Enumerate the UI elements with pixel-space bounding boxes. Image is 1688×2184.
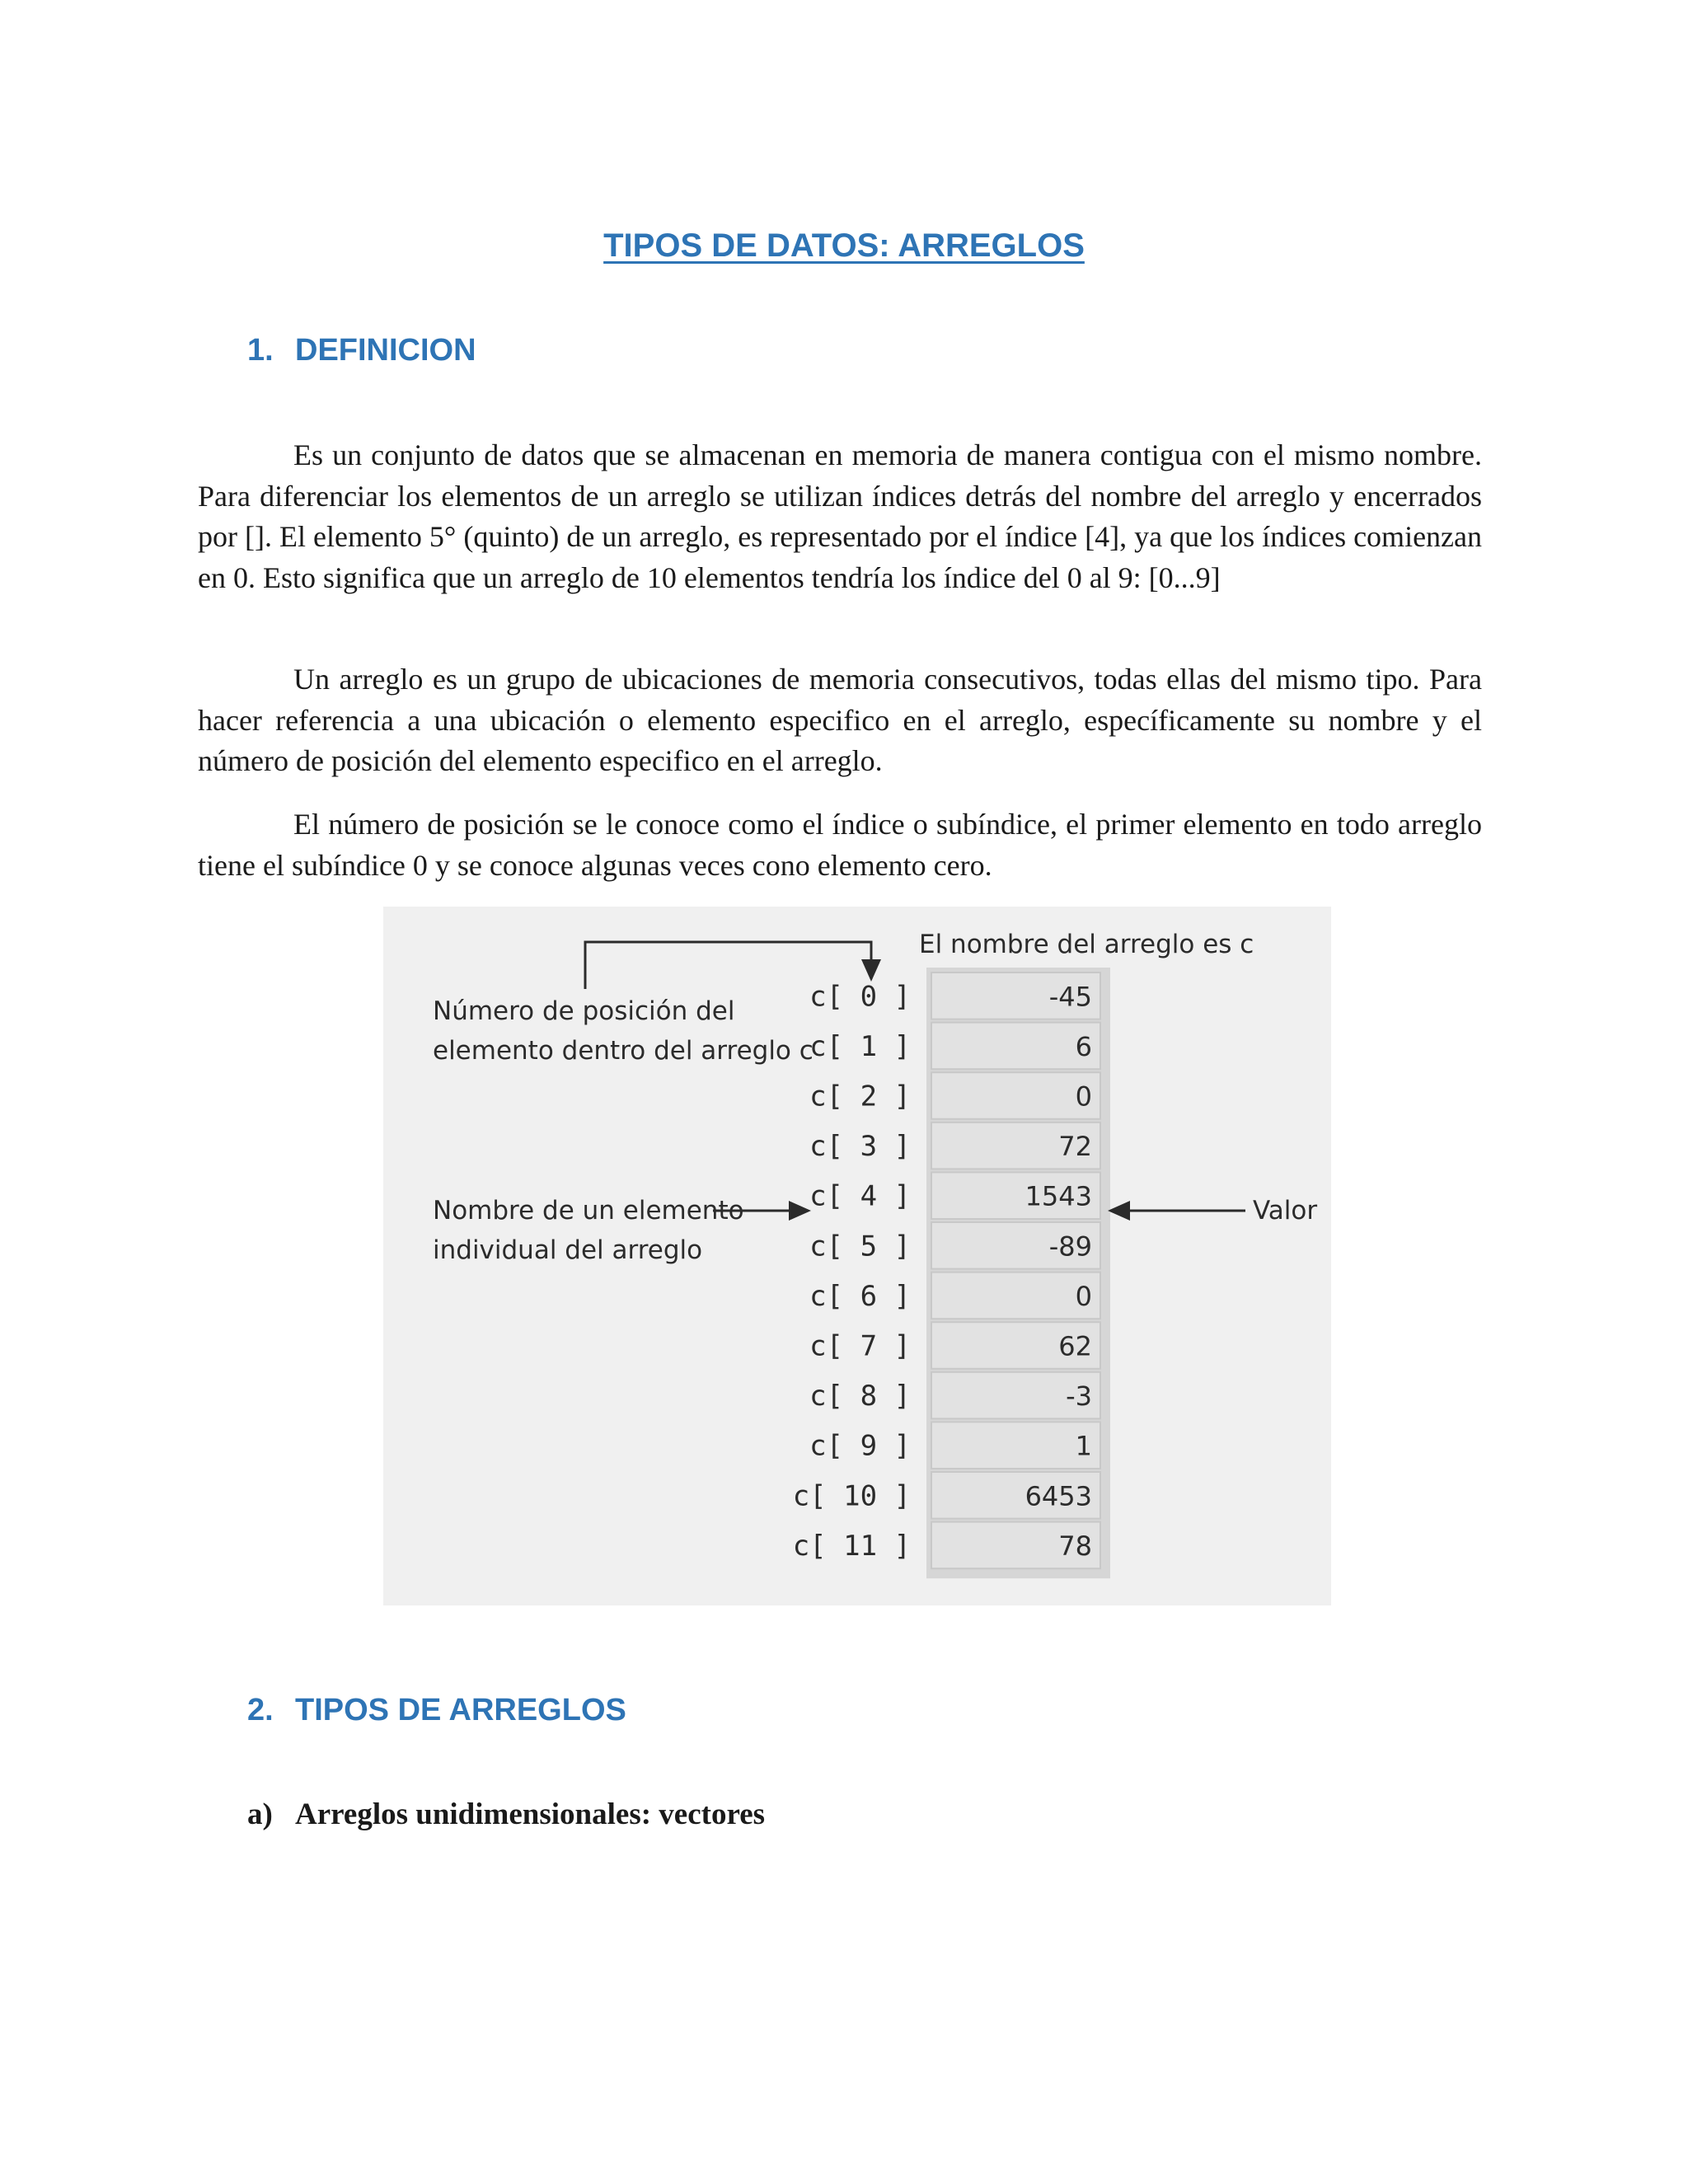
- element-label-line2: individual del arreglo: [433, 1235, 703, 1265]
- array-value: 6453: [1025, 1480, 1092, 1512]
- array-value: -45: [1048, 981, 1092, 1013]
- array-index-label: c[ 5 ]: [809, 1230, 911, 1263]
- array-name-label: El nombre del arreglo es c: [919, 930, 1254, 959]
- array-diagram-canvas: [383, 907, 1331, 1605]
- array-value: -89: [1048, 1230, 1092, 1263]
- section-number: 1.: [247, 333, 274, 368]
- section-title: DEFINICION: [295, 333, 476, 368]
- array-index-label: c[ 6 ]: [809, 1279, 911, 1313]
- array-value: 1: [1075, 1430, 1092, 1462]
- section-number: 2.: [247, 1693, 274, 1727]
- subsection-letter: a): [247, 1797, 273, 1831]
- array-value: 0: [1075, 1080, 1092, 1113]
- position-label-line2: elemento dentro del arreglo c: [433, 1036, 814, 1066]
- array-index-label: c[ 11 ]: [792, 1529, 911, 1563]
- array-index-label: c[ 3 ]: [809, 1130, 911, 1164]
- section-heading-definicion: [247, 333, 476, 368]
- paragraph-array-group: Un arreglo es un grupo de ubicaciones de memoria consecutivos, todas ellas del mismo tipo. Para hacer referencia a una ubicación o elemento especifico en el arreglo, específicamente su nombre y el número de posición del elemento especifico en el arreglo.: [198, 663, 1482, 777]
- section-title: TIPOS DE ARREGLOS: [295, 1693, 626, 1727]
- array-index-label: c[ 4 ]: [809, 1179, 911, 1213]
- position-label-line1: Número de posición del: [433, 996, 735, 1026]
- array-value: 78: [1058, 1530, 1092, 1562]
- array-value: 62: [1058, 1330, 1092, 1362]
- array-index-label: c[ 8 ]: [809, 1380, 911, 1413]
- array-value: 6: [1075, 1030, 1092, 1062]
- array-index-label: c[ 10 ]: [792, 1479, 911, 1513]
- subsection-title: Arreglos unidimensionales: vectores: [295, 1797, 766, 1831]
- element-label-line1: Nombre de un elemento: [433, 1196, 744, 1226]
- subsection-heading-vectores: [247, 1797, 765, 1832]
- array-indices: [793, 980, 911, 1563]
- array-value: 72: [1058, 1131, 1092, 1163]
- array-index-label: c[ 0 ]: [809, 980, 911, 1014]
- array-index-label: c[ 7 ]: [809, 1329, 911, 1363]
- array-value: -3: [1066, 1380, 1092, 1413]
- array-index-label: c[ 9 ]: [809, 1429, 911, 1463]
- paragraph-definition: Es un conjunto de datos que se almacenan en memoria de manera contigua con el mismo nombre. Para diferenciar los elementos de un arreglo se utilizan índices detrás del nombre del arreglo y encerrados por []. El elemento 5° (quinto) de un arreglo, es representado por el índice [4], ya que los índices comienzan en 0. Esto significa que un arreglo de 10 elementos tendría los índice del 0 al 9: [0...9]: [198, 438, 1482, 594]
- document-title: TIPOS DE DATOS: ARREGLOS: [603, 227, 1085, 264]
- paragraph-index: El número de posición se le conoce como el índice o subíndice, el primer elemento en todo arreglo tiene el subíndice 0 y se conoce algunas veces cono elemento cero.: [198, 808, 1482, 882]
- array-value: 0: [1075, 1280, 1092, 1312]
- value-label: Valor: [1253, 1196, 1318, 1226]
- array-diagram: [383, 907, 1331, 1605]
- array-index-label: c[ 1 ]: [809, 1029, 911, 1063]
- array-index-label: c[ 2 ]: [809, 1080, 911, 1113]
- section-heading-tipos: [247, 1693, 626, 1728]
- array-value: 1543: [1025, 1180, 1092, 1212]
